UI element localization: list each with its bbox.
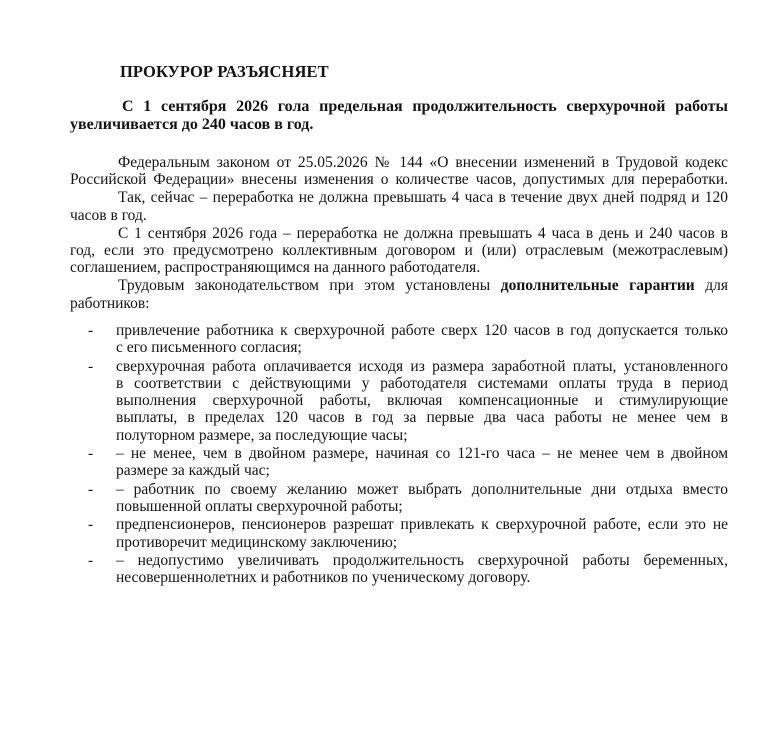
list-item-line: предпенсионеров, пенсионеров разрешат привлекать к сверхурочной работе, если это не	[116, 516, 728, 534]
lead-statement-line: С 1 сентября 2026 гола предельная продолжительность сверхурочной работы	[122, 98, 728, 115]
list-item-line: противоречит медицинскому заключению;	[116, 533, 398, 551]
list-item	[70, 481, 728, 516]
list-item-line: несовершеннолетних и работников по ученическому договору.	[116, 569, 531, 587]
bullet-marker: -	[88, 551, 94, 569]
paragraph-line: Российской Федерации» внесены изменения о количестве часов, допустимых для переработки.	[70, 171, 728, 189]
paragraph-federal-law	[70, 154, 728, 188]
list-item-line: размере за каждый час;	[116, 462, 270, 480]
list-item	[70, 445, 728, 480]
paragraph-guarantees-intro	[70, 277, 728, 311]
paragraph-line: С 1 сентября 2026 года – переработка не должна превышать 4 часа в день и 240 часов в	[118, 224, 728, 242]
lead-statement-line: увеличивается до 240 часов в год.	[70, 116, 314, 133]
paragraph-line	[70, 277, 728, 294]
paragraph-line: работников:	[70, 294, 150, 312]
list-item-line: полуторном размере, за последующие часы;	[116, 426, 408, 444]
body-text	[70, 154, 728, 312]
paragraph-current-limits	[70, 189, 728, 223]
bullet-marker: -	[88, 445, 94, 463]
list-item	[70, 516, 728, 551]
lead-statement	[70, 98, 728, 134]
paragraph-line: Так, сейчас – переработка не должна превышать 4 часа в течение двух дней подряд и 120	[118, 189, 728, 207]
list-item-line: – не менее, чем в двойном размере, начиная со 121-го часа – не менее чем в двойном	[116, 445, 728, 463]
bullet-marker: -	[88, 516, 94, 534]
guarantees-intro-tail: для	[694, 277, 728, 295]
paragraph-line: соглашением, распространяющимся на данного работодателя.	[70, 259, 481, 277]
bullet-marker: -	[88, 357, 94, 375]
list-item	[70, 322, 728, 357]
list-item-line: повышенной оплаты сверхурочной работы;	[116, 497, 403, 515]
list-item	[70, 552, 728, 587]
guarantees-intro-text: Трудовым законодательством при этом установлены	[118, 277, 501, 295]
list-item-line: привлечение работника к сверхурочной работе сверх 120 часов в год допускается только	[116, 322, 728, 339]
guarantees-list	[70, 322, 728, 587]
list-item-line: сверхурочная работа оплачивается исходя из размера заработной платы, установленного	[116, 357, 728, 375]
guarantees-emphasis: дополнительные гарантии	[500, 277, 695, 295]
paragraph-new-limits	[70, 225, 728, 277]
list-item-line: в соответствии с действующими у работодателя системами оплаты труда в период	[116, 374, 728, 392]
page-title: ПРОКУРОР РАЗЪЯСНЯЕТ	[120, 62, 329, 81]
paragraph-line: год, если это предусмотрено коллективным договором и (или) отраслевым (межотраслевым)	[70, 242, 728, 260]
bullet-marker: -	[88, 480, 94, 498]
list-item-line: – недопустимо увеличивать продолжительность сверхурочной работы беременных,	[116, 551, 728, 569]
list-item-line: с его письменного согласия;	[116, 339, 302, 357]
paragraph-line: Федеральным законом от 25.05.2026 № 144 «О внесении изменений в Трудовой кодекс	[118, 154, 728, 171]
list-item-line: выполнения сверхурочной работы, включая компенсационные и стимулирующие	[116, 392, 728, 410]
list-item-line: выплаты, в пределах 120 часов в год за первые два часа работы не менее чем в	[116, 409, 728, 427]
list-item	[70, 358, 728, 444]
list-item-line: – работник по своему желанию может выбрать дополнительные дни отдыха вместо	[116, 480, 728, 498]
paragraph-line: часов в год.	[70, 206, 147, 224]
bullet-marker: -	[88, 322, 94, 339]
